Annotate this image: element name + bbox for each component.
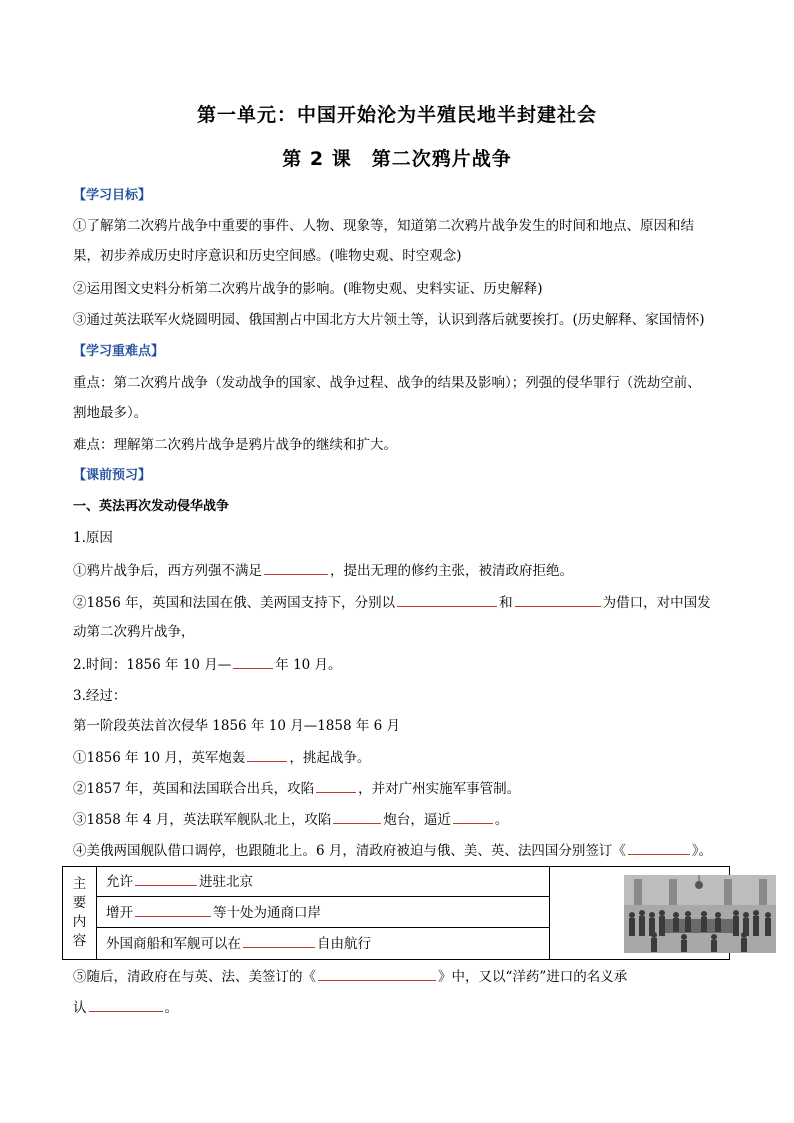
difficulty-line: 难点：理解第二次鸦片战争是鸦片战争的继续和扩大。 (73, 437, 397, 453)
cause-1 (73, 560, 573, 581)
row-2-text-b: 等十处为通商口岸 (213, 905, 321, 921)
cause-2-text-c: 为借口，对中国发 (602, 595, 711, 611)
fill-blank[interactable] (453, 809, 493, 824)
cause-2 (73, 592, 711, 613)
process-2-text-a: ②1857 年，英国和法国联合出兵，攻陷 (73, 781, 315, 797)
row-1-text-a: 允许 (106, 874, 133, 890)
process-5-text-d: 。 (164, 1000, 178, 1016)
time-text-b: 年 10 月。 (275, 657, 342, 673)
fill-blank[interactable] (316, 778, 356, 793)
focus-line-1: 重点：第二次鸦片战争（发动战争的国家、战争过程、战争的结果及影响）；列强的侵华罪行（洗劫空前、 (73, 375, 701, 391)
process-1-text-b: ，挑起战争。 (289, 750, 371, 766)
fill-blank[interactable] (333, 809, 381, 824)
row-1-text-b: 进驻北京 (199, 874, 253, 890)
time-line (73, 654, 342, 675)
process-1 (73, 747, 370, 768)
process-2-text-b: ，并对广州实施军事管制。 (358, 781, 521, 797)
fill-blank[interactable] (243, 933, 315, 948)
cause-label: 1.原因 (73, 530, 113, 546)
goal-2: ②运用图文史料分析第二次鸦片战争的影响。(唯物史观、史料实证、历史解释) (73, 281, 543, 297)
process-3 (73, 809, 508, 830)
fill-blank[interactable] (135, 902, 211, 917)
table-row (97, 929, 549, 959)
cause-1-text-b: ，提出无理的修约主张，被清政府拒绝。 (330, 563, 573, 579)
process-5-text-a: ⑤随后，清政府在与英、法、美签订的《 (73, 969, 316, 985)
process-4 (73, 840, 712, 861)
section-1-heading: 一、英法再次发动侵华战争 (73, 499, 230, 514)
table-row-header (63, 867, 97, 959)
fill-blank[interactable] (233, 654, 273, 669)
process-5-text-b: 》中，又以“洋药”进口的名义承 (438, 969, 628, 985)
process-4-text-b: 》。 (691, 843, 713, 859)
cause-2-text-b: 和 (499, 595, 513, 611)
focus-line-2: 割地最多）。 (73, 405, 148, 421)
header-char: 要 (72, 895, 87, 911)
header-char: 容 (72, 933, 87, 949)
goal-1-line-2: 果，初步养成历史时序意识和历史空间感。(唯物史观、时空观念) (73, 248, 462, 264)
keypoints-heading: 【学习重难点】 (73, 344, 165, 359)
fill-blank[interactable] (628, 840, 690, 855)
process-5-text-c: 认 (73, 1000, 87, 1016)
process-5-continued (73, 997, 178, 1018)
unit-title: 第一单元：中国开始沦为半殖民地半封建社会 (196, 104, 597, 126)
lesson-title: 第 2 课 第二次鸦片战争 (282, 148, 512, 170)
process-4-text-a: ④美俄两国舰队借口调停，也跟随北上。6 月，清政府被迫与俄、美、英、法四国分别签订《 (73, 843, 626, 859)
process-3-text-b: 炮台，逼近 (383, 812, 451, 828)
process-5 (73, 966, 627, 987)
process-3-text-c: 。 (494, 812, 509, 828)
fill-blank[interactable] (247, 747, 287, 762)
time-text-a: 2.时间：1856 年 10 月— (73, 657, 232, 673)
table-row (97, 898, 549, 928)
row-3-text-b: 自由航行 (317, 936, 371, 952)
fill-blank[interactable] (135, 871, 197, 886)
fill-blank[interactable] (264, 560, 328, 575)
treaty-content-table (62, 866, 730, 960)
goal-1-line-1: ①了解第二次鸦片战争中重要的事件、人物、现象等，知道第二次鸦片战争发生的时间和地点、原因和结 (73, 218, 694, 234)
row-2-text-a: 增开 (106, 905, 133, 921)
fill-blank[interactable] (397, 592, 497, 607)
goal-3: ③通过英法联军火烧圆明园、俄国割占中国北方大片领土等，认识到落后就要挨打。(历史解释、家国情怀) (73, 312, 705, 328)
header-char: 主 (72, 876, 87, 892)
table-row (97, 867, 549, 897)
goals-heading: 【学习目标】 (73, 188, 152, 203)
process-1-text-a: ①1856 年 10 月，英军炮轰 (73, 750, 246, 766)
fill-blank[interactable] (89, 997, 163, 1012)
cause-1-text-a: ①鸦片战争后，西方列强不满足 (73, 563, 262, 579)
process-3-text-a: ③1858 年 4 月，英法联军舰队北上，攻陷 (73, 812, 332, 828)
row-3-text-a: 外国商船和军舰可以在 (106, 936, 241, 952)
cause-2-continued: 动第二次鸦片战争， (73, 624, 195, 640)
preview-heading: 【课前预习】 (73, 468, 152, 483)
stage-1-line: 第一阶段英法首次侵华 1856 年 10 月—1858 年 6 月 (73, 718, 401, 734)
process-2 (73, 778, 520, 799)
table-image-cell (549, 867, 730, 959)
fill-blank[interactable] (515, 592, 601, 607)
cause-2-text-a: ②1856 年，英国和法国在俄、美两国支持下，分别以 (73, 595, 396, 611)
header-char: 内 (72, 914, 87, 930)
process-label: 3.经过： (73, 688, 127, 704)
fill-blank[interactable] (318, 966, 436, 981)
treaty-signing-photo (624, 875, 776, 953)
